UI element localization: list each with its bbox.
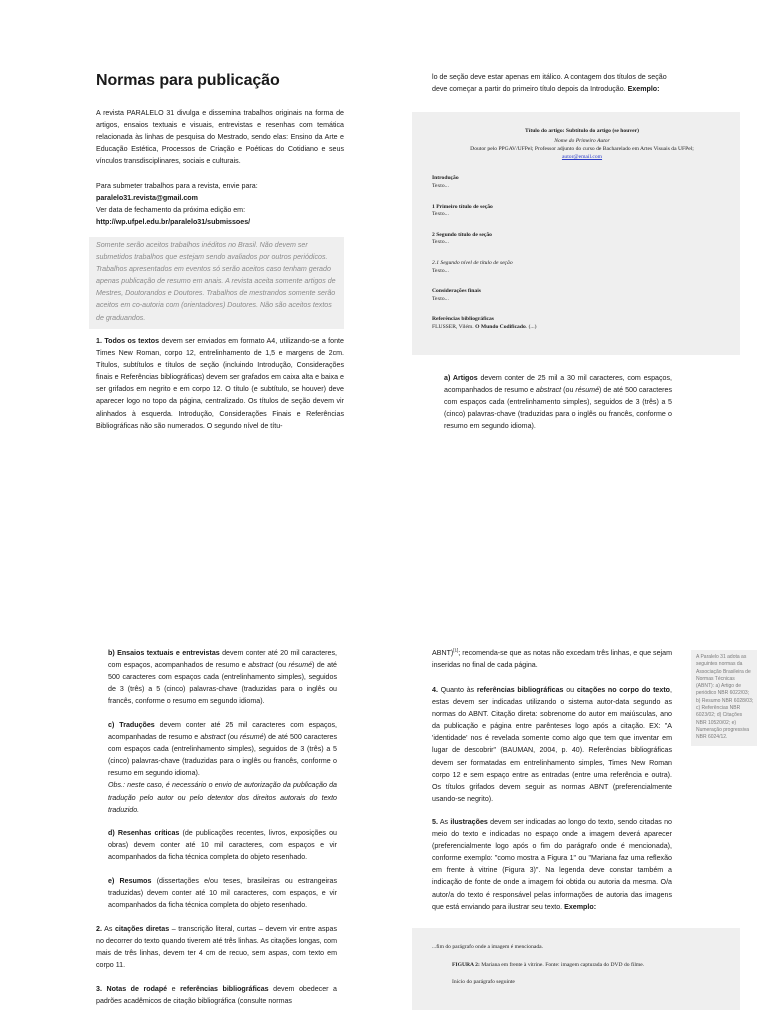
submit-line: Para submeter trabalhos para a revista, envie para: xyxy=(96,182,258,190)
example-author: Nome do Primeiro Autor xyxy=(554,137,610,144)
example-article-content xyxy=(432,128,732,332)
example-section-2-1: 2.1 Segundo nível de título de seção Texto... xyxy=(432,259,513,274)
figure-example-content xyxy=(432,944,732,987)
example-label: Exemplo: xyxy=(627,85,660,94)
item-3-continuation: ABNT)[1]; recomenda-se que as notas não excedam três linhas, e que sejam inseridas no final de cada página. xyxy=(432,647,672,670)
submission-info xyxy=(96,180,344,228)
figure-next-paragraph: Início do parágrafo seguinte xyxy=(452,979,515,986)
footnote-ref[interactable]: [1] xyxy=(453,647,459,653)
item-a-articles: a) Artigos devem conter de 25 mil a 30 mil caracteres, com espaços, acompanhados de resumo e abstract (ou résumé) de até 500 caracteres com espaços cada (entrelinhamento simples), seguidos de 3 (três) a 5 (cinco) palavras-chave (traduzidas para o inglês ou francês, conforme o resumo em segundo idioma). xyxy=(444,374,673,431)
item-4-references: 4. Quanto às referências bibliográficas ou citações no corpo do texto, estas devem ser indicadas utilizando o sistema autor-data segundo as normas do ABNT. Citação direta: sobrenome do autor em maiúsculas, ano da publicação e página entre parênteses logo após a citação. EX: "A 'identidade' nos é revelada somente como algo que tem que inventar em lugar de descobrir" (BAUMAN, 2004, p. 40). Referências bibliográficas devem ser formatadas em entrelinhamento simples, Times New Roman corpo 12 e sem espaço entre as entradas (entre uma referência e outra). Os títulos grifados devem seguir as normas ABNT (preferencialmente usando-se negrito). xyxy=(432,686,672,803)
intro-paragraph: A revista PARALELO 31 divulga e dissemina trabalhos originais na forma de artigos, ensaios textuais e visuais, entrevistas e resenhas com temática relacionada às linhas de pesquisa do Mestrado, sendo elas: Ensino da Arte e Educação Estética, Processos de Criação e Poéticas do Cotidiano e seus vínculos transdisciplinares, sociais e culturais. xyxy=(96,109,344,166)
item-1-continuation xyxy=(432,71,680,95)
submission-email-link[interactable]: paralelo31.revista@gmail.com xyxy=(96,194,198,203)
notice-text: Somente serão aceitos trabalhos inéditos no Brasil. Não devem ser submetidos trabalhos que estejam sendo avaliados por outros periódicos. Trabalhos apresentados em eventos só serão aceitos caso tenham gerado apenas publicação de resumo em anais. A revista aceita somente artigos de Mestres, Doutorandos e Doutores. Trabalhos de mestrandos somente serão aceitos em co-autoria com (orientadores) Doutores. Não são aceitos textos de graduandos. xyxy=(96,241,336,322)
example-section-conclusion: Considerações finais Texto... xyxy=(432,288,481,302)
item-1-paragraph: 1. Todos os textos devem ser enviados em formato A4, utilizando-se a fonte Times New Roman, corpo 12, entrelinhamento de 1,5 e margens de 2cm. Títulos, subtítulos e títulos de seção (incluindo Introdução, Considerações finais e Referências bibliográficas) devem ser grafados em caixa alta e baixa e ser grifados em negrito e em corpo 12. O título (e subtítulo, se houver) deve aparecer logo no topo da página, centralizado. Os títulos de seção devem vir alinhados à esquerda. Introdução, Considerações Finais e Referências Bibliográficas não são numerados. O segundo nível de títu- xyxy=(96,337,344,430)
example-section-1: 1 Primeiro título de seção Texto... xyxy=(432,203,493,218)
item-d-reviews: d) Resenhas críticas (de publicações recentes, livros, exposições ou obras) devem conter até 10 mil caracteres, com espaços e vir acompanhados da ficha técnica completa do objeto resenhado. xyxy=(108,829,337,862)
section-title-note: lo de seção deve estar apenas em itálico. A contagem dos títulos de seção deve começar a partir do primeiro título depois da Introdução. xyxy=(432,73,667,94)
page-title: Normas para publicação xyxy=(96,72,280,89)
example-section-references: Referências bibliográficas FLUSSER, Vilém. O Mundo Codificado. (...) xyxy=(432,316,537,330)
example-email-link[interactable]: autor@email.com xyxy=(561,153,603,160)
abnt-sidenote: A Paralelo 31 adota as seguintes normas da Associação Brasileira de Normas Técnicas (ABNT): a) Artigo de periódico NBR 6022/03; b) Resumo NBR 6028/03; c) Referências NBR 6023/02; d) Citações NBR 10520/02; e) Numeração progressiva NBR 6024/12. xyxy=(691,650,757,746)
item-e-abstracts: e) Resumos (dissertações e/ou teses, brasileiras ou estrangeiras traduzidas) devem conter até 10 mil caracteres, com espaços, e vir acompanhados da ficha técnica completa do objeto resenhado. xyxy=(108,877,337,910)
example-title: Título do artigo: Subtítulo do artigo (se houver) xyxy=(525,128,639,134)
item-c-translations: c) Traduções devem conter até 25 mil caracteres com espaços, acompanhadas de resumo e abstract (ou résumé) de até 500 caracteres com espaços cada (entrelinhamento simples), seguidos de 3 (três) a 5 (cinco) palavras-chave (traduzidas para o inglês ou francês, conforme o resumo em segundo idioma). Obs.: neste caso, é necessário o envio de autorização da publicação da tradução pelo autor ou pelo detentor dos direitos autorais do texto traduzido. xyxy=(108,719,337,816)
item-3-footnotes: 3. Notas de rodapé e referências bibliográficas devem obedecer a padrões acadêmicos de citação bibliográfica (consulte normas xyxy=(96,985,337,1006)
item-2-quotations: 2. As citações diretas – transcrição literal, curtas – devem vir entre aspas no decorrer do texto quando tiverem até três linhas. As citações longas, com mais de três linhas, devem ter 4 cm de recuo, sem aspas, com texto em corpo 11. xyxy=(96,925,337,970)
figure-caption: FIGURA 2: Mariana em frente à vitrine. Fonte: imagem capturada do DVD do filme. xyxy=(452,961,645,968)
example-section-intro: Introdução Texto... xyxy=(432,175,459,189)
submission-url-link[interactable]: http://wp.ufpel.edu.br/paralelo31/submissoes/ xyxy=(96,218,251,227)
deadline-line: Ver data de fechamento da próxima edição em: xyxy=(96,206,246,215)
figure-prev-paragraph: ...fim do parágrafo onde a imagem é mencionada. xyxy=(432,944,544,950)
translation-note: Obs.: neste caso, é necessário o envio de autorização da publicação da tradução pelo autor ou pelo detentor dos direitos autorais do texto traduzido. xyxy=(108,781,337,814)
example-affiliation: Doutor pelo PPGAV/UFPel; Professor adjunto do curso de Bacharelado em Artes Visuais da UFPel; xyxy=(470,146,694,153)
example-section-2: 2 Segundo título de seção Texto... xyxy=(432,231,492,246)
item-5-illustrations: 5. As ilustrações devem ser indicadas ao longo do texto, sendo citadas no meio do texto e indicadas no espaço onde a imagem deverá aparecer (preferencialmente logo após o fim do parágrafo onde é mencionada), conforme exemplo: "como mostra a Figura 1" ou "Mariana faz uma reflexão em frente à vitrine (Figura 3)". Na legenda deve constar também a indicação de fonte de onde a imagem foi obtida ou autoria da mesma. O/a autor/a do texto é responsável pelas informações de autoria das imagens que está enviando para ilustrar seu texto. Exemplo: xyxy=(432,818,672,911)
item-b-essays: b) Ensaios textuais e entrevistas devem conter até 20 mil caracteres, com espaços, acompanhados de resumo e abstract (ou résumé) de até 500 caracteres com espaços cada (entrelinhamento simples), seguidos de 3 (três) a 5 (cinco) palavras-chave (traduzidas para o inglês ou francês, conforme o resumo em segundo idioma). xyxy=(108,649,338,706)
